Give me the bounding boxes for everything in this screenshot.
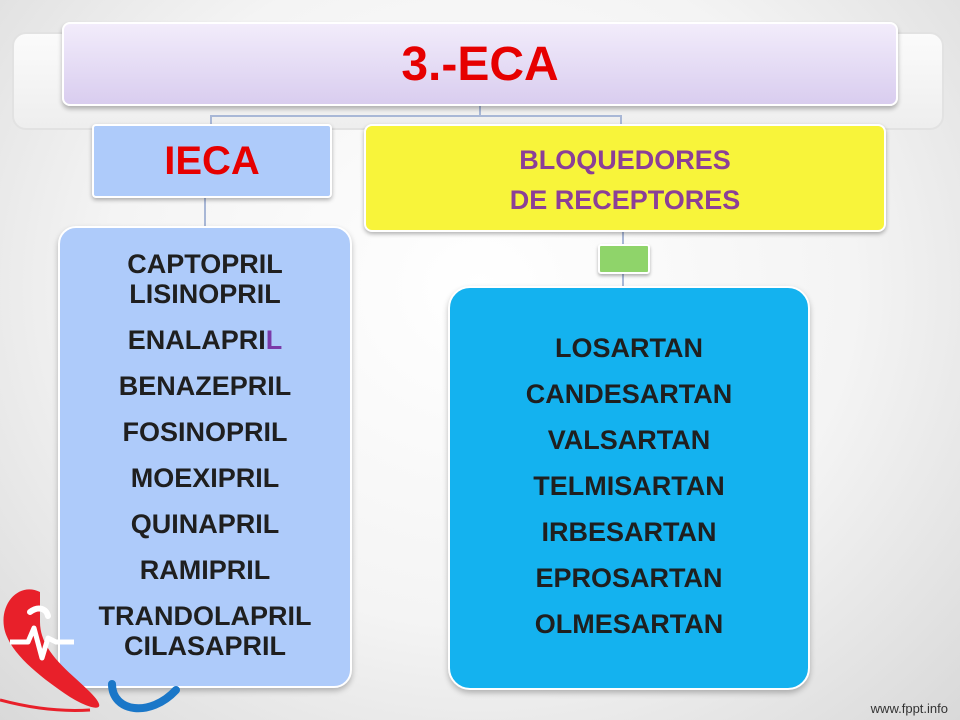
list-item: LOSARTAN [555,333,703,363]
list-item: LISINOPRIL [129,279,281,309]
list-item: OLMESARTAN [534,609,724,639]
list-item: CANDESARTAN [525,379,733,409]
list-item: FOSINOPRIL [122,417,288,447]
list-item: MOEXIPRIL [130,463,280,493]
bloqueadores-header-box [364,124,886,232]
ieca-header-box [92,124,332,198]
connector-horizontal [210,115,622,117]
ieca-header: IECA [164,138,260,183]
connector-ieca-list [204,198,206,226]
list-item: TRANDOLAPRIL [98,601,312,631]
arb-drug-list [448,286,810,690]
title-box [62,22,898,106]
accent-letter: L [265,325,283,355]
list-item: CAPTOPRIL [127,249,283,279]
list-item: EPROSARTAN [535,563,723,593]
footer-credit: www.fppt.info [870,701,948,716]
list-item: VALSARTAN [547,425,711,455]
connector-green-arb [622,274,624,286]
list-item: TELMISARTAN [533,471,725,501]
bloqueadores-line1: BLOQUEDORES [519,145,731,175]
list-item: QUINAPRIL [130,509,280,539]
list-item: IRBESARTAN [541,517,717,547]
page-title: 3.-ECA [401,37,559,91]
heart-logo-icon [0,572,180,720]
list-item: CILASAPRIL [124,631,286,661]
green-connector-box [598,244,650,274]
connector-bloq-green [622,232,624,244]
list-item: ENALAPRIL [127,325,283,355]
bloqueadores-line2: DE RECEPTORES [509,185,741,215]
list-item: RAMIPRIL [139,555,271,585]
list-item: BENAZEPRIL [118,371,292,401]
